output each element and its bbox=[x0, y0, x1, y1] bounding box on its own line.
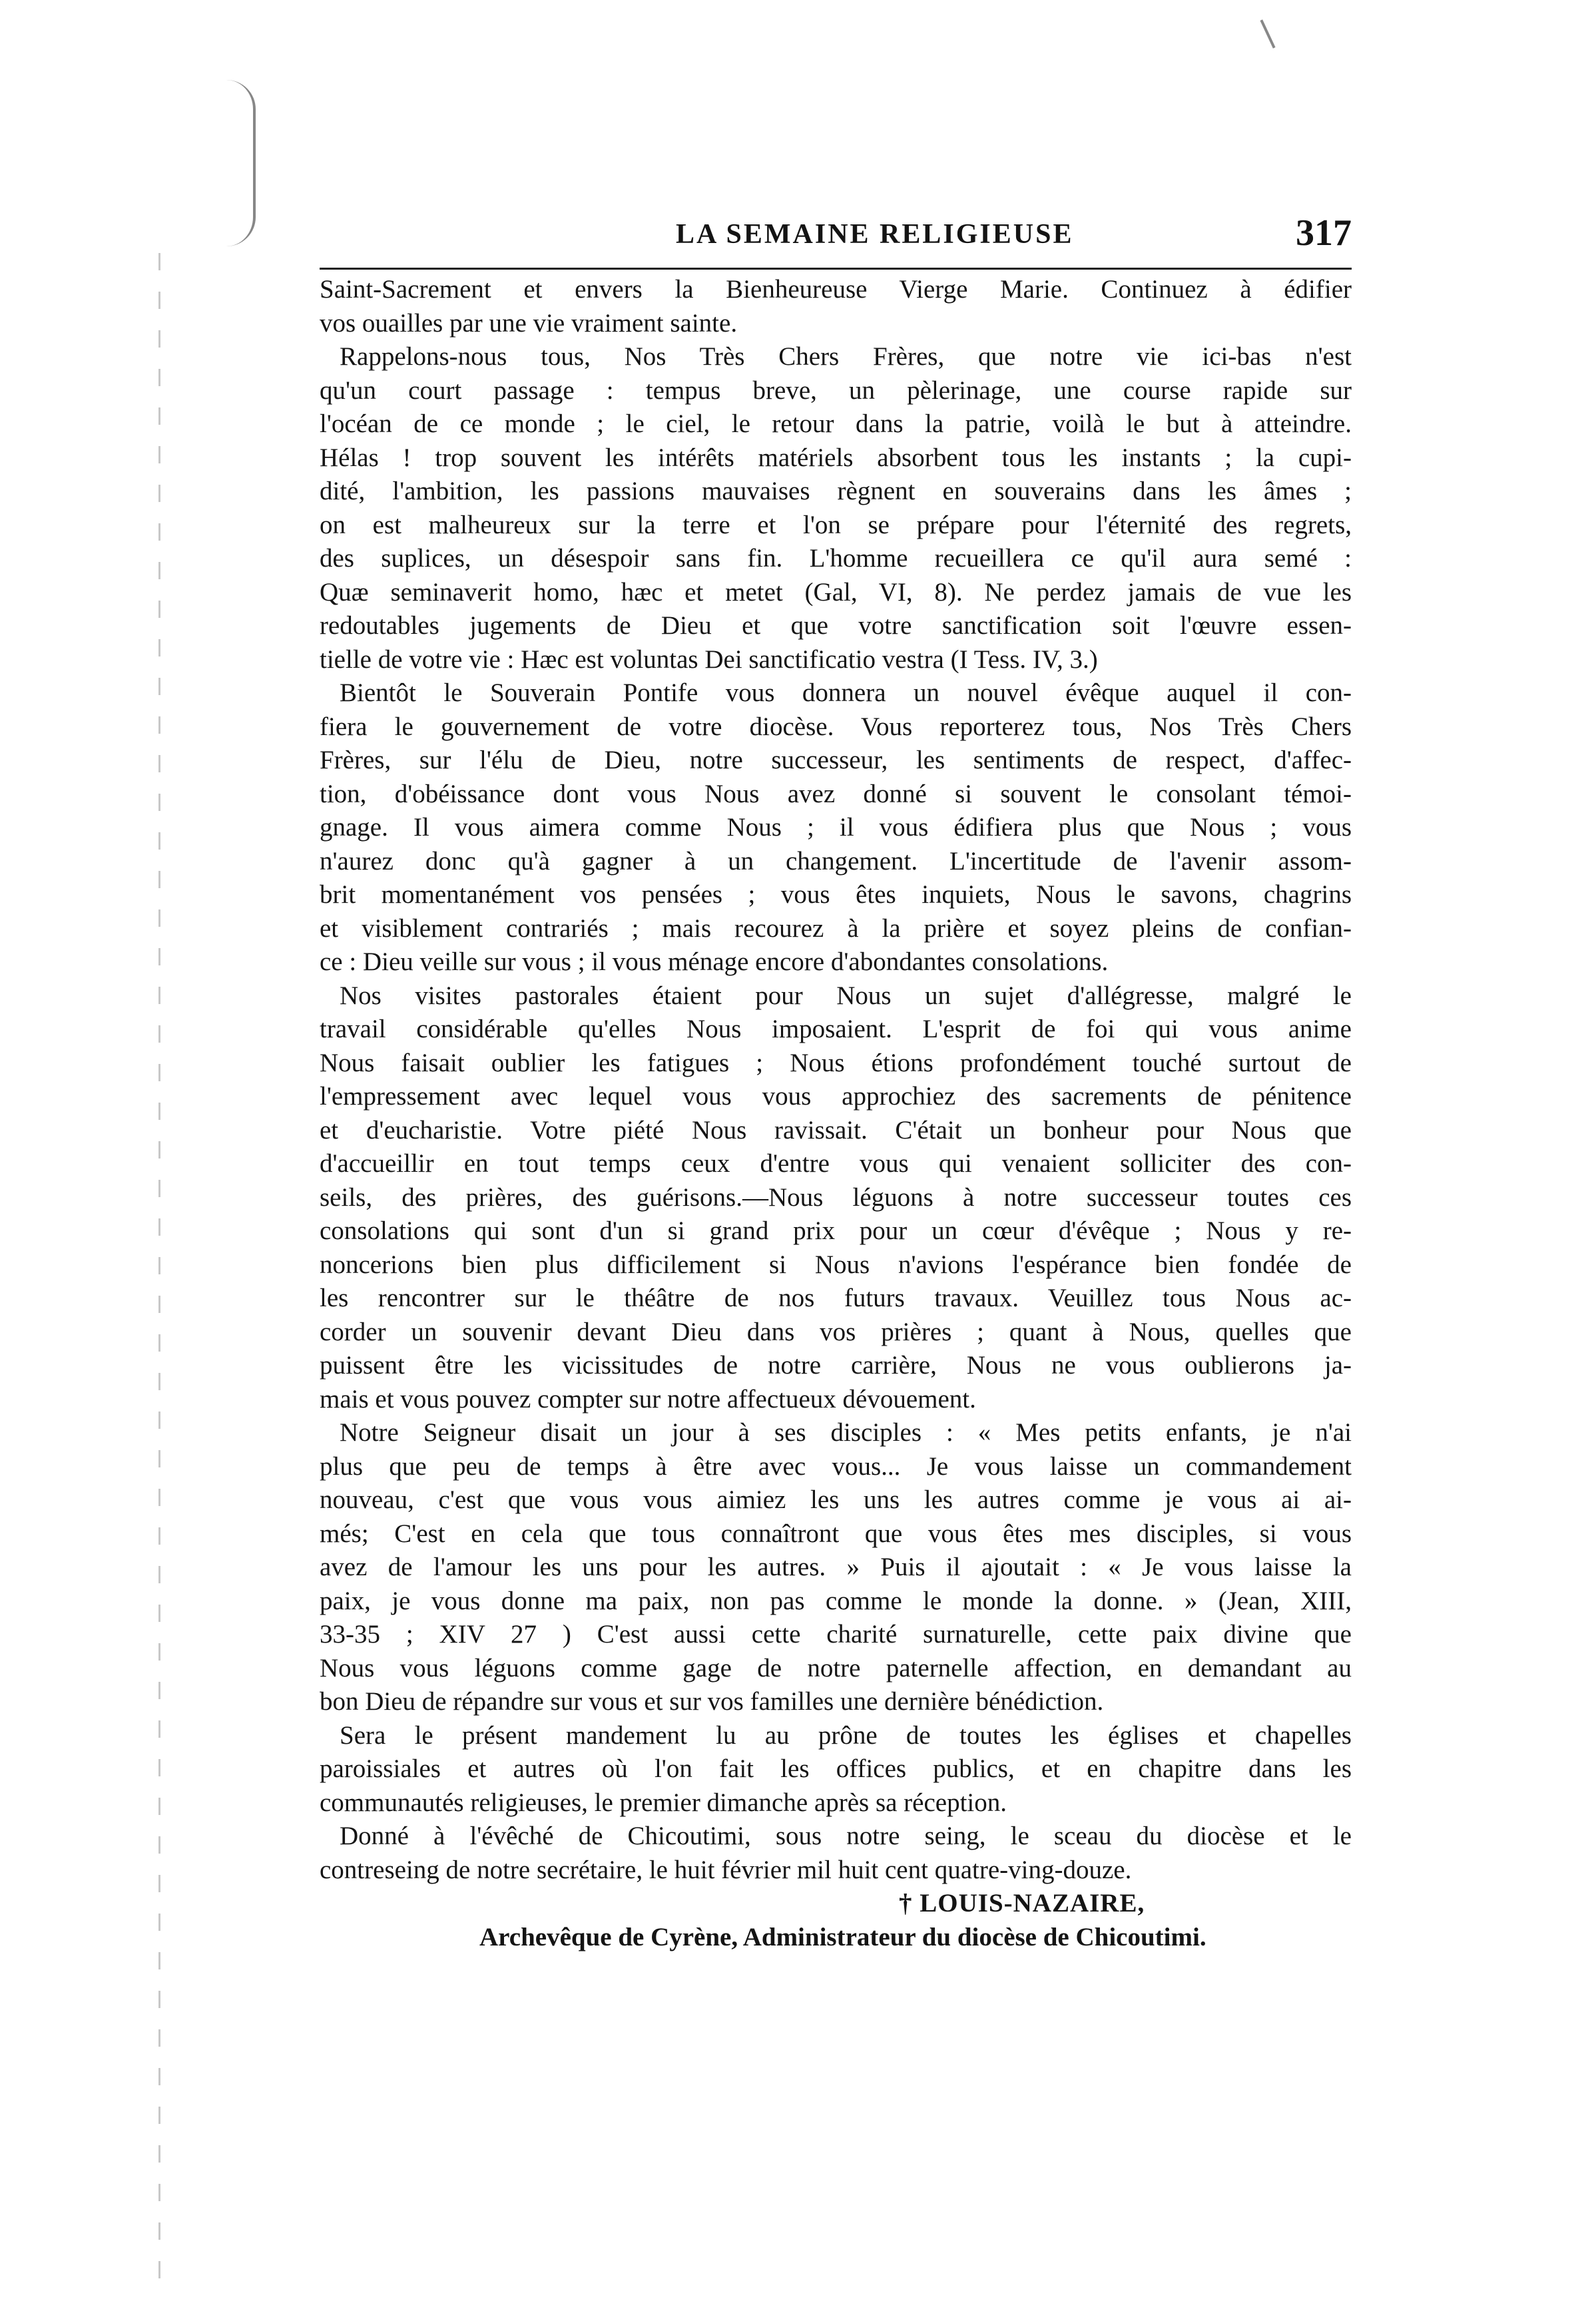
text-line: n'aurez donc qu'à gagner à un changement. L'incertitude de l'avenir assom- bbox=[320, 846, 1352, 876]
text-line: tion, d'obéissance dont vous Nous avez donné si souvent le consolant témoi- bbox=[320, 779, 1352, 808]
text-line: plus que peu de temps à être avec vous... Je vous laisse un commandement bbox=[320, 1451, 1352, 1481]
document-page bbox=[320, 200, 1352, 1954]
text-line: fiera le gouvernement de votre diocèse. Vous reporterez tous, Nos Très Chers bbox=[320, 712, 1352, 741]
text-line: contreseing de notre secrétaire, le huit février mil huit cent quatre-ving-douze. bbox=[320, 1855, 1132, 1884]
text-line: Bientôt le Souverain Pontife vous donnera un nouvel évêque auquel il con- bbox=[340, 678, 1352, 707]
text-line: redoutables jugements de Dieu et que votre sanctification soit l'œuvre essen- bbox=[320, 611, 1352, 640]
signature-title: Archevêque de Cyrène, Administrateur du diocèse de Chicoutimi. bbox=[479, 1922, 1206, 1951]
text-line: ce : Dieu veille sur vous ; il vous ménage encore d'abondantes consolations. bbox=[320, 947, 1109, 976]
text-line: on est malheureux sur la terre et l'on se prépare pour l'éternité des regrets, bbox=[320, 510, 1352, 539]
header-rule bbox=[320, 268, 1352, 270]
text-line: corder un souvenir devant Dieu dans vos prières ; quant à Nous, quelles que bbox=[320, 1317, 1352, 1346]
text-line: Quæ seminaverit homo, hæc et metet (Gal, VI, 8). Ne perdez jamais de vue les bbox=[320, 577, 1352, 607]
text-line: Nous faisait oublier les fatigues ; Nous étions profondément touché surtout de bbox=[320, 1048, 1352, 1077]
text-line: més; C'est en cela que tous connaîtront que vous êtes mes disciples, si vous bbox=[320, 1519, 1352, 1548]
text-line: paroissiales et autres où l'on fait les offices publics, et en chapitre dans les bbox=[320, 1754, 1352, 1783]
body-text bbox=[320, 273, 1352, 1887]
running-title: LA SEMAINE RELIGIEUSE bbox=[676, 219, 1074, 250]
text-line: travail considérable qu'elles Nous imposaient. L'esprit de foi qui vous anime bbox=[320, 1015, 1352, 1043]
text-line: dité, l'ambition, les passions mauvaises règnent en souverains dans les âmes ; bbox=[320, 477, 1352, 505]
text-line: consolations qui sont d'un si grand prix pour un cœur d'évêque ; Nous y re- bbox=[320, 1216, 1352, 1245]
text-line: Hélas ! trop souvent les intérêts matériels absorbent tous les instants ; la cupi- bbox=[320, 443, 1352, 472]
signature-name: † LOUIS-NAZAIRE, bbox=[899, 1889, 1145, 1918]
text-line: et visiblement contrariés ; mais recourez à la prière et soyez pleins de confian- bbox=[320, 913, 1352, 943]
page-number: 317 bbox=[1296, 212, 1352, 254]
text-line: Notre Seigneur disait un jour à ses disciples : « Mes petits enfants, je n'ai bbox=[340, 1418, 1352, 1447]
scan-corner-mark bbox=[1260, 19, 1275, 48]
text-line: tielle de votre vie : Hæc est voluntas Dei sanctificatio vestra (I Tess. IV, 3.) bbox=[320, 645, 1098, 674]
scan-margin-mark bbox=[226, 80, 256, 246]
text-line: Saint-Sacrement et envers la Bienheureuse Vierge Marie. Continuez à édifier bbox=[320, 275, 1352, 304]
text-line: gnage. Il vous aimera comme Nous ; il vous édifiera plus que Nous ; vous bbox=[320, 813, 1352, 842]
text-line: brit momentanément vos pensées ; vous êtes inquiets, Nous le savons, chagrins bbox=[320, 880, 1352, 909]
text-line: et d'eucharistie. Votre piété Nous ravissait. C'était un bonheur pour Nous que bbox=[320, 1115, 1352, 1145]
text-line: puissent être les vicissitudes de notre carrière, Nous ne vous oublierons ja- bbox=[320, 1351, 1352, 1380]
text-line: d'accueillir en tout temps ceux d'entre vous qui venaient solliciter des con- bbox=[320, 1149, 1352, 1178]
text-line: les rencontrer sur le théâtre de nos futurs travaux. Veuillez tous Nous ac- bbox=[320, 1284, 1352, 1312]
text-line: communautés religieuses, le premier dimanche après sa réception. bbox=[320, 1788, 1007, 1817]
text-line: nouveau, c'est que vous vous aimiez les uns les autres comme je vous ai ai- bbox=[320, 1485, 1352, 1514]
text-line: Rappelons-nous tous, Nos Très Chers Frères, que notre vie ici-bas n'est bbox=[340, 342, 1352, 371]
signature-block bbox=[320, 1887, 1352, 1954]
text-line: bon Dieu de répandre sur vous et sur vos familles une dernière bénédiction. bbox=[320, 1687, 1104, 1716]
text-line: Donné à l'évêché de Chicoutimi, sous notre seing, le sceau du diocèse et le bbox=[340, 1822, 1352, 1850]
text-line: noncerions bien plus difficilement si Nous n'avions l'espérance bien fondée de bbox=[320, 1250, 1352, 1279]
text-line: l'empressement avec lequel vous vous approchiez des sacrements de pénitence bbox=[320, 1082, 1352, 1111]
text-line: Sera le présent mandement lu au prône de toutes les églises et chapelles bbox=[340, 1720, 1352, 1750]
text-line: seils, des prières, des guérisons.—Nous léguons à notre successeur toutes ces bbox=[320, 1182, 1352, 1212]
scan-margin-line bbox=[158, 253, 160, 2284]
text-line: vos ouailles par une vie vraiment sainte. bbox=[320, 308, 738, 338]
text-line: Frères, sur l'élu de Dieu, notre successeur, les sentiments de respect, d'affec- bbox=[320, 746, 1352, 774]
text-line: Nous vous léguons comme gage de notre paternelle affection, en demandant au bbox=[320, 1653, 1352, 1682]
text-line: paix, je vous donne ma paix, non pas comme le monde la donne. » (Jean, XIII, bbox=[320, 1586, 1352, 1615]
text-line: Nos visites pastorales étaient pour Nous un sujet d'allégresse, malgré le bbox=[340, 981, 1352, 1010]
text-line: mais et vous pouvez compter sur notre affectueux dévouement. bbox=[320, 1384, 976, 1414]
text-line: qu'un court passage : tempus breve, un pèlerinage, une course rapide sur bbox=[320, 376, 1352, 405]
page-header bbox=[320, 200, 1352, 273]
text-line: l'océan de ce monde ; le ciel, le retour dans la patrie, voilà le but à atteindre. bbox=[320, 409, 1352, 438]
text-line: 33-35 ; XIV 27 ) C'est aussi cette charité surnaturelle, cette paix divine que bbox=[320, 1620, 1352, 1649]
text-line: des suplices, un désespoir sans fin. L'homme recueillera ce qu'il aura semé : bbox=[320, 544, 1352, 573]
text-line: avez de l'amour les uns pour les autres. » Puis il ajoutait : « Je vous laisse la bbox=[320, 1553, 1352, 1581]
